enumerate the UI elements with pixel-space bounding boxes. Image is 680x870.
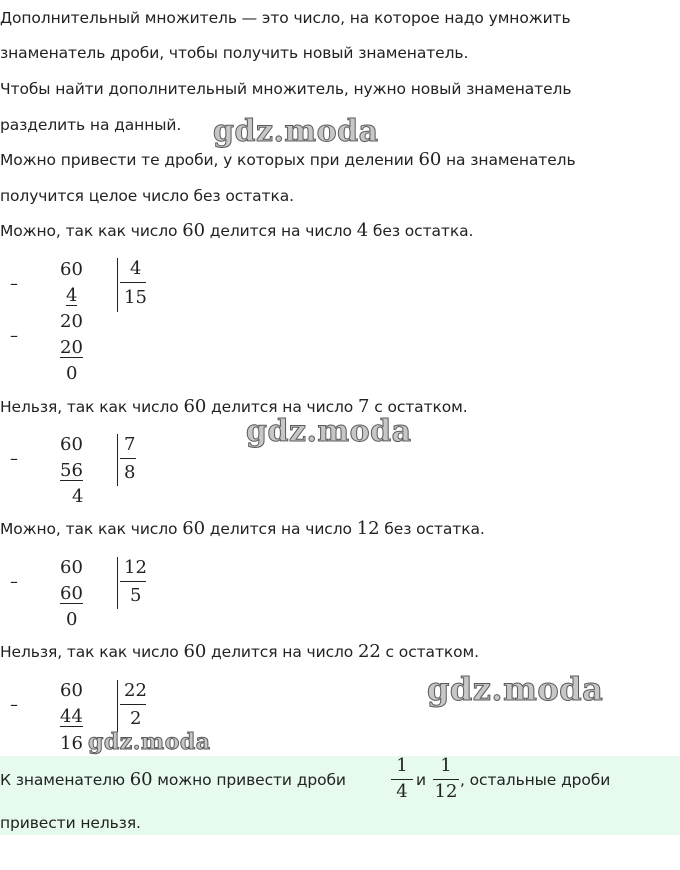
intro-line-3: Чтобы найти дополнительный множитель, нужно новый знаменатель: [0, 80, 572, 98]
conclusion-line-1-end: , остальные дроби: [460, 771, 611, 789]
conclusion-block: [0, 756, 680, 835]
long-division-2: – 60 56 4 7 8: [10, 434, 136, 507]
long-division-3: – 60 60 0 12 5: [10, 557, 147, 630]
fraction-one-quarter: 1 4: [391, 756, 413, 802]
long-division-4: – 60 44 16 22 2: [10, 680, 147, 754]
case-1-text: Можно, так как число 60 делится на число 4 без остатка.: [0, 220, 474, 241]
intro-line-6: получится целое число без остатка.: [0, 187, 294, 205]
intro-line-5: Можно привести те дроби, у которых при делении 60 на знаменатель: [0, 149, 576, 170]
conclusion-line-1-start: К знаменателю 60 можно привести дроби: [0, 769, 346, 790]
fraction-one-twelfth: 1 12: [434, 755, 458, 803]
long-division-1: – 60 4 – 20 20 0 4 15: [10, 258, 147, 384]
watermark-4: gdz.moda: [88, 729, 211, 755]
watermark-2: gdz.moda: [246, 414, 412, 449]
case-2-text: Нельзя, так как число 60 делится на число 7 с остатком.: [0, 396, 468, 417]
intro-line-1: Дополнительный множитель — это число, на которое надо умножить: [0, 9, 571, 27]
case-4-text: Нельзя, так как число 60 делится на число 22 с остатком.: [0, 641, 479, 662]
conclusion-line-2: привести нельзя.: [0, 814, 141, 832]
watermark-3: gdz.moda: [427, 670, 604, 708]
intro-line-4: разделить на данный.: [0, 116, 182, 134]
case-3-text: Можно, так как число 60 делится на число 12 без остатка.: [0, 518, 485, 539]
watermark-1: gdz.moda: [213, 114, 379, 149]
conclusion-and: и: [416, 771, 426, 789]
intro-line-2: знаменатель дроби, чтобы получить новый знаменатель.: [0, 44, 469, 62]
